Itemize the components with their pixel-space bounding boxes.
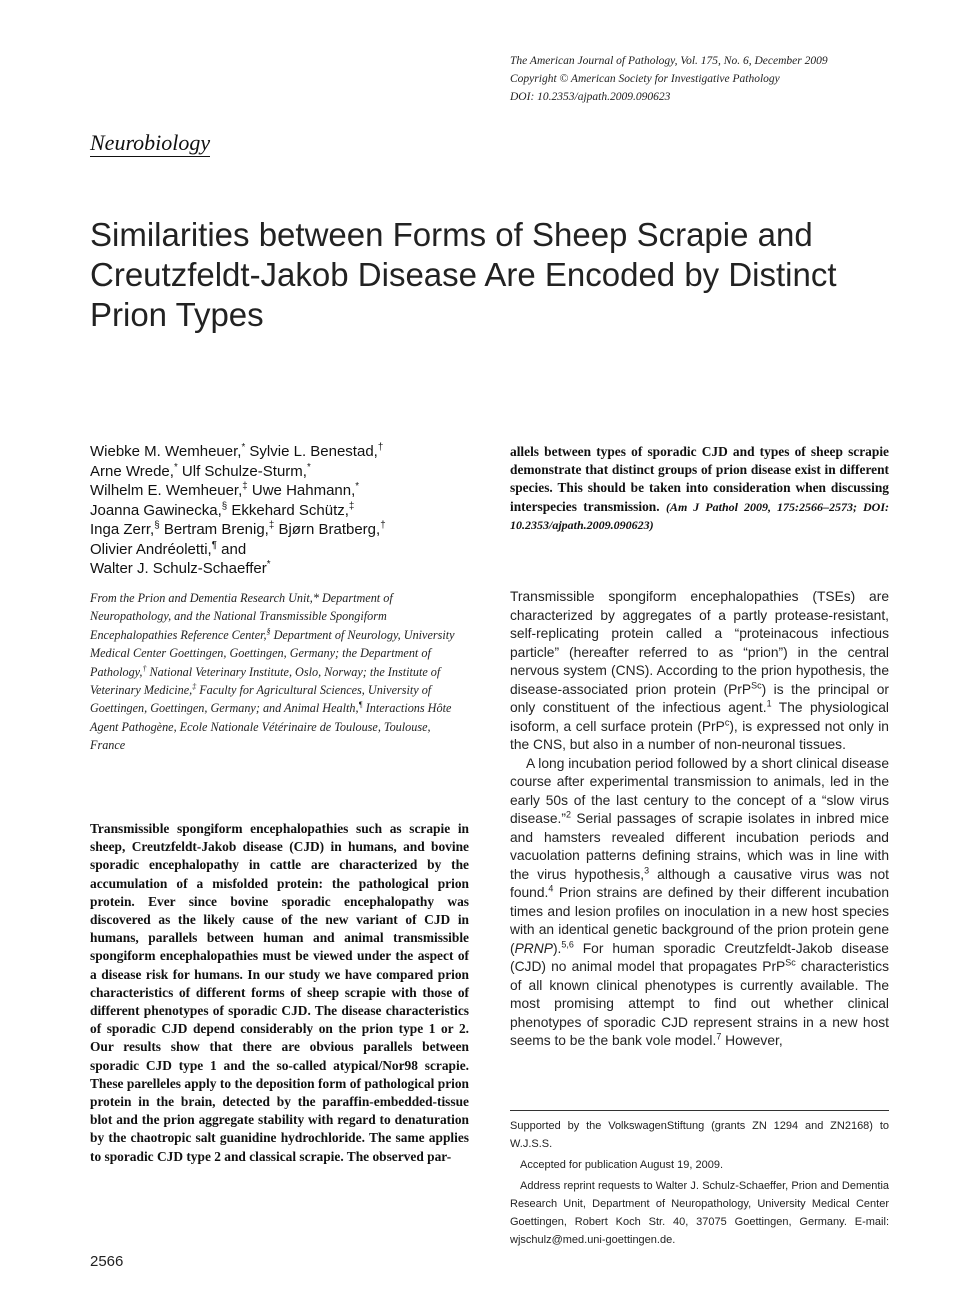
reference-mark: 1 [766, 698, 772, 709]
body-paragraph [510, 588, 889, 755]
author-name: Joanna Gawinecka, [90, 501, 222, 519]
superscript: Sc [785, 957, 796, 968]
author-name: Bertram Brenig, [163, 521, 269, 538]
author-list [90, 442, 490, 579]
superscript: Sc [751, 679, 762, 690]
journal-doi: DOI: 10.2353/ajpath.2009.090623 [510, 91, 671, 103]
footnote-support: Supported by the VolkswagenStiftung (grants ZN 1294 and ZN2168) to W.J.S.S. [510, 1120, 889, 1150]
body-text-run: However, [721, 1033, 783, 1048]
author-name: Ekkehard Schütz, [231, 501, 349, 519]
gene-name: PRNP [514, 940, 553, 956]
body-text-run: ), is expressed not only in the CNS, but also in a number of non-neuronal tissues. [510, 718, 889, 752]
reference-mark: 4 [548, 883, 554, 894]
author-name: Arne Wrede, [90, 462, 174, 480]
affiliation-mark: § [266, 626, 271, 636]
author-mark: * [355, 481, 360, 492]
body-text-run: ) is the principal or only constituent of the infectious agent. [510, 681, 889, 715]
author-mark: ‡ [268, 520, 275, 531]
author-mark: † [380, 520, 386, 531]
abstract-text: allels between types of sporadic CJD and types of sheep scrapie demonstrate that distinct groups of prion disease exist in different species. This should be taken into consideration when discussing interspecies transmission. [510, 444, 889, 514]
abstract-part-1: Transmissible spongiform encephalopathies such as scrapie in sheep, Creutzfeldt-Jakob disease (CJD) in humans, and bovine sporadic encephalopathy in cattle are characterized by the accumulation of a misfolded protein: the pathological prion protein. Ever since bovine sporadic encephalopathy was discovered as the likely cause of the new variant of CJD in humans, parallels between human and animal transmissible spongiform encephalopathies must be viewed under the aspect of a disease risk for humans. In our study we have compared prion characteristics of different forms of sheep scrapie with those of different phenotypes of sporadic CJD. The disease characteristics of sporadic CJD depend considerably on the prion type 1 or 2. Our results show that there are obvious parallels between sporadic CJD type 1 and the so-called atypical/Nor98 scrapie. These parelleles apply to the deposition form of pathological prion protein in the brain, detected by the paraffin-embedded-tissue blot and the prion aggregate stability with regard to denaturation by the chaotropic salt guanidine hydrochloride. The same applies to sporadic CJD type 2 and classical scrapie. The observed par- [90, 821, 469, 1164]
author-name: Walter J. Schulz-Schaeffer [90, 560, 267, 577]
section-label [90, 130, 210, 156]
reference-mark: 3 [644, 864, 650, 875]
author-mark: * [266, 559, 271, 570]
body-text-run: although a causative virus was not found. [510, 866, 889, 900]
author-name: Wiebke M. Wemheuer, [90, 443, 242, 460]
affiliations [90, 589, 465, 755]
author-name: Inga Zerr, [90, 521, 155, 538]
superscript: c [724, 716, 730, 727]
journal-citation: The American Journal of Pathology, Vol. 175, No. 6, December 2009 [510, 55, 828, 67]
author-mark: § [154, 520, 160, 531]
affiliation-mark: † [142, 663, 147, 673]
author-name: Uwe Hahmann, [251, 482, 356, 499]
body-paragraph [510, 755, 889, 1051]
author-name: Olivier Andréoletti, [90, 540, 212, 558]
affiliation-text: Faculty for Agricultural Sciences, University of Goettingen, Goettingen, Germany; and Animal Health, [90, 683, 432, 716]
reference-mark: 2 [565, 809, 571, 820]
article-title: Similarities between Forms of Sheep Scrapie and Creutzfeldt-Jakob Disease Are Encoded by Distinct Prion Types [90, 216, 837, 333]
author-name: Ulf Schulze-Sturm, [181, 462, 307, 480]
footnote-divider [510, 1110, 889, 1111]
footnotes [510, 1117, 889, 1252]
author-mark: ‡ [242, 481, 248, 492]
author-mark: ¶ [211, 539, 217, 551]
section-label-text: Neurobiology [90, 130, 211, 155]
author-mark: * [241, 442, 246, 453]
body-text-run: ). [552, 940, 562, 956]
reference-mark: 5,6 [561, 938, 574, 949]
affiliation-text: Interactions Hôte Agent Pathogène, Ecole Nationale Vétérinaire de Toulouse, Toulouse, France [90, 701, 452, 753]
body-text-run: For human sporadic Creutzfeldt-Jakob disease (CJD) no animal model that propagates PrP [510, 940, 889, 974]
abstract-citation: (Am J Pathol 2009, 175:2566–2573; DOI: 10.2353/ajpath.2009.090623) [510, 499, 890, 532]
body-text-run: The physiological isoform, a cell surface protein (PrP [510, 700, 889, 734]
author-mark: * [173, 461, 178, 473]
body-text-run: Serial passages of scrapie isolates in inbred mice and hamsters revealed different incubation periods and vacuolation patterns defining strains, which was in line with the virus hypothesis, [510, 811, 889, 882]
body-text-run: Transmissible spongiform encephalopathies (TSEs) are characterized by aggregates of a partly protease-resistant, self-replicating protein called a “proteinacous infectious particle” (hereafter referred to as “prion”) in the central nervous system (CNS). According to the prion hypothesis, the disease-associated prion protein (PrP [510, 589, 889, 697]
author-mark: ‡ [348, 500, 355, 512]
author-name: Bjørn Bratberg, [278, 521, 381, 538]
body-text-run: A long incubation period followed by a short clinical disease course after experimental transmission to animals, led in the early 50s of the last century to the concept of a “slow virus disease.” [510, 755, 889, 826]
affiliation-mark: ¶ [358, 700, 363, 710]
body-text-run: characteristics of all known clinical phenotypes is currently available. The most promising attempt to find out whether clinical phenotypes of sporadic CJD represent strains in a new host seems to be the bank vole model. [510, 959, 889, 1048]
journal-copyright: Copyright © American Society for Investigative Pathology [510, 73, 780, 85]
page-number: 2566 [90, 1253, 124, 1270]
body-text-run: Prion strains are defined by their different incubation times and lesion profiles on inoculation in a new host species with an identical genetic background of the prion protein gene ( [510, 885, 889, 956]
author-name: Wilhelm E. Wemheuer, [90, 482, 243, 499]
affiliation-text: From the Prion and Dementia Research Unit,* Department of Neuropathology, and the National Transmissible Spongiform Encephalopathies Reference Center, [90, 591, 393, 642]
author-mark: § [221, 500, 228, 512]
affiliation-text: Department of Neurology, University Medical Center Goettingen, Goettingen, Germany; the Department of Pathology, [90, 627, 455, 679]
author-name: Sylvie L. Benestad, [249, 443, 378, 460]
body-text [510, 588, 889, 1051]
author-mark: † [377, 442, 384, 453]
abstract-part-2 [510, 443, 889, 534]
author-conjunction: and [221, 540, 247, 558]
journal-header [510, 52, 950, 106]
reference-mark: 7 [716, 1031, 722, 1042]
author-mark: * [306, 461, 311, 473]
affiliation-text: National Veterinary Institute, Oslo, Norway; the Institute of Veterinary Medicine, [90, 664, 441, 698]
affiliation-mark: ‡ [192, 681, 197, 691]
footnote-accepted: Accepted for publication August 19, 2009. [520, 1159, 724, 1171]
footnote-reprint: Address reprint requests to Walter J. Schulz-Schaeffer, Prion and Dementia Research Unit, Department of Neuropathology, University Medical Center Goettingen, Robert Koch Str. 40, 37075 Goettingen, Germany. E-mail: wjschulz@med.uni-goettingen.de. [510, 1180, 889, 1246]
